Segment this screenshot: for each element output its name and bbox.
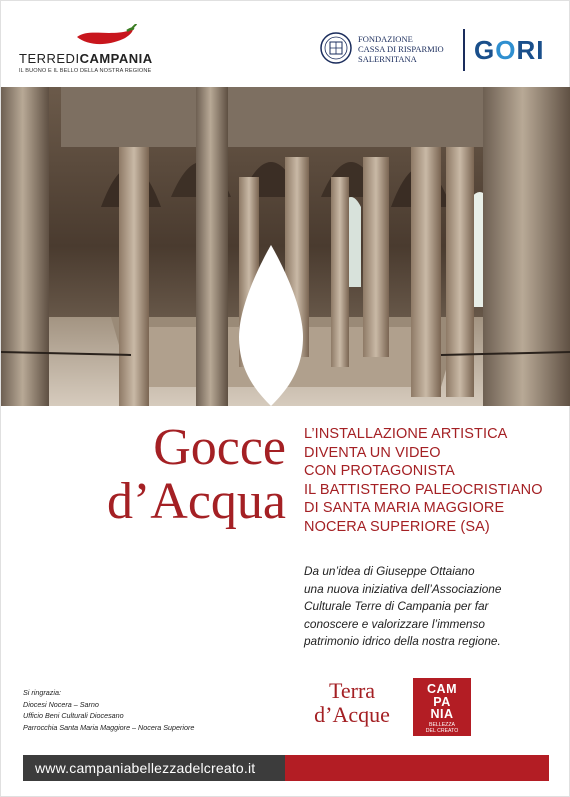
campania-bellezza-logo: CAM PA NIA BELLEZZA DEL CREATO <box>413 678 471 736</box>
brand-tagline: IL BUONO E IL BELLO DELLA NOSTRA REGIONE <box>19 68 152 74</box>
fondazione-name: FONDAZIONE CASSA DI RISPARMIO SALERNITANA <box>358 34 444 64</box>
header <box>1 1 570 87</box>
description: Da un’idea di Giuseppe Ottaiano una nuova iniziativa dell’Associazione Culturale Terre di Campania per far conoscere e valorizzare l’immenso patrimonio idrico della nostra regione. <box>304 564 502 648</box>
brand-name: TERREDICAMPANIA <box>19 51 153 66</box>
baptistery-photo <box>1 87 570 406</box>
sponsor-divider <box>463 29 465 71</box>
page-title: Gocce d’Acqua <box>106 419 286 530</box>
sponsors <box>318 29 554 73</box>
gori-logo: GORI <box>474 35 545 65</box>
acknowledgements: Si ringrazia: Diocesi Nocera – Sarno Ufficio Beni Culturali Diocesano Parrocchia Santa Maria Maggiore – Nocera Superiore <box>23 688 195 732</box>
fondazione-emblem-icon <box>320 31 352 65</box>
terre-di-campania-logo <box>19 23 159 75</box>
chili-pepper-icon <box>75 23 137 49</box>
website-link[interactable]: www.campaniabellezzadelcreato.it <box>23 755 285 781</box>
terra-acque-logo: Terra d’Acque <box>314 678 390 727</box>
headline: L’INSTALLAZIONE ARTISTICA DIVENTA UN VIDEO CON PROTAGONISTA IL BATTISTERO PALEOCRISTIANO DI SANTA MARIA MAGGIORE NOCERA SUPERIORE (SA) <box>304 426 543 535</box>
